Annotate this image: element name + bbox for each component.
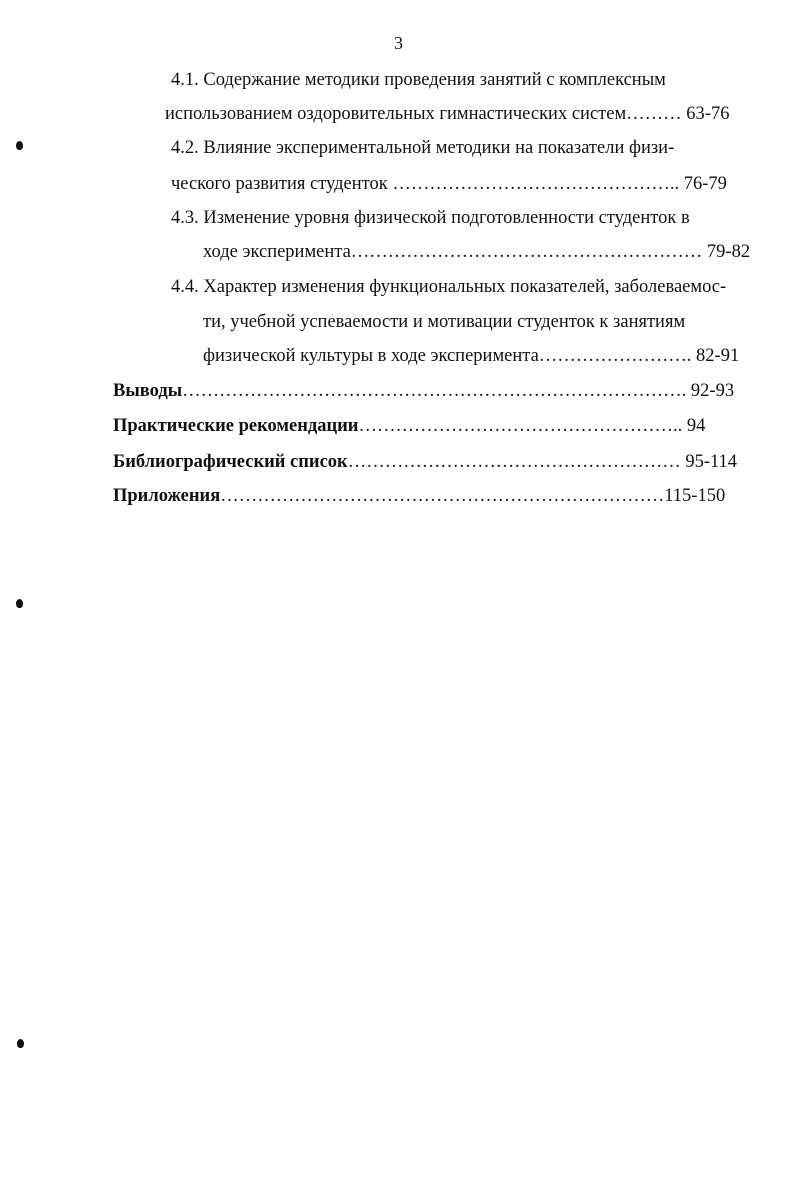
toc-appendices-title: Приложения — [113, 486, 221, 506]
punch-hole-mark — [17, 1039, 24, 1048]
page-number: 3 — [394, 33, 403, 53]
toc-bibliography-title: Библиографический список — [113, 452, 348, 472]
toc-conclusions-title: Выводы — [113, 381, 183, 401]
toc-conclusions-dots-pages: ………………………………………………………………………. 92-93 — [182, 381, 735, 401]
toc-appendices — [113, 484, 725, 508]
toc-4-2-line-1: 4.2. Влияние экспериментальной методики на показатели физи- — [171, 138, 675, 158]
punch-hole-mark — [16, 141, 23, 150]
toc-4-1-line-1: 4.1. Содержание методики проведения занятий с комплексным — [171, 70, 666, 90]
toc-recommendations-title: Практические рекомендации — [113, 416, 359, 436]
toc-conclusions — [113, 379, 734, 403]
toc-4-4-line-1: 4.4. Характер изменения функциональных показателей, заболеваемос- — [171, 277, 727, 297]
toc-4-1-line-2: использованием оздоровительных гимнастических систем……… 63-76 — [165, 104, 730, 124]
toc-4-3-line-2: ходе эксперимента………………………………………………… 79-82 — [203, 242, 751, 262]
toc-bibliography-dots-pages: ……………………………………………… 95-114 — [347, 452, 738, 472]
toc-appendices-dots-pages: ………………………………………………………………115-150 — [220, 486, 726, 506]
punch-hole-mark — [16, 599, 23, 608]
toc-4-2-line-2: ческого развития студенток ……………………………………….. 76-79 — [171, 174, 727, 194]
toc-bibliography — [113, 450, 737, 474]
toc-recommendations — [113, 414, 705, 438]
toc-4-4-line-2: ти, учебной успеваемости и мотивации студенток к занятиям — [203, 312, 686, 332]
toc-recommendations-dots-pages: …………………………………………….. 94 — [358, 416, 706, 436]
toc-4-3-line-1: 4.3. Изменение уровня физической подготовленности студенток в — [171, 208, 690, 228]
toc-4-4-line-3: физической культуры в ходе эксперимента……………………. 82-91 — [203, 346, 740, 366]
